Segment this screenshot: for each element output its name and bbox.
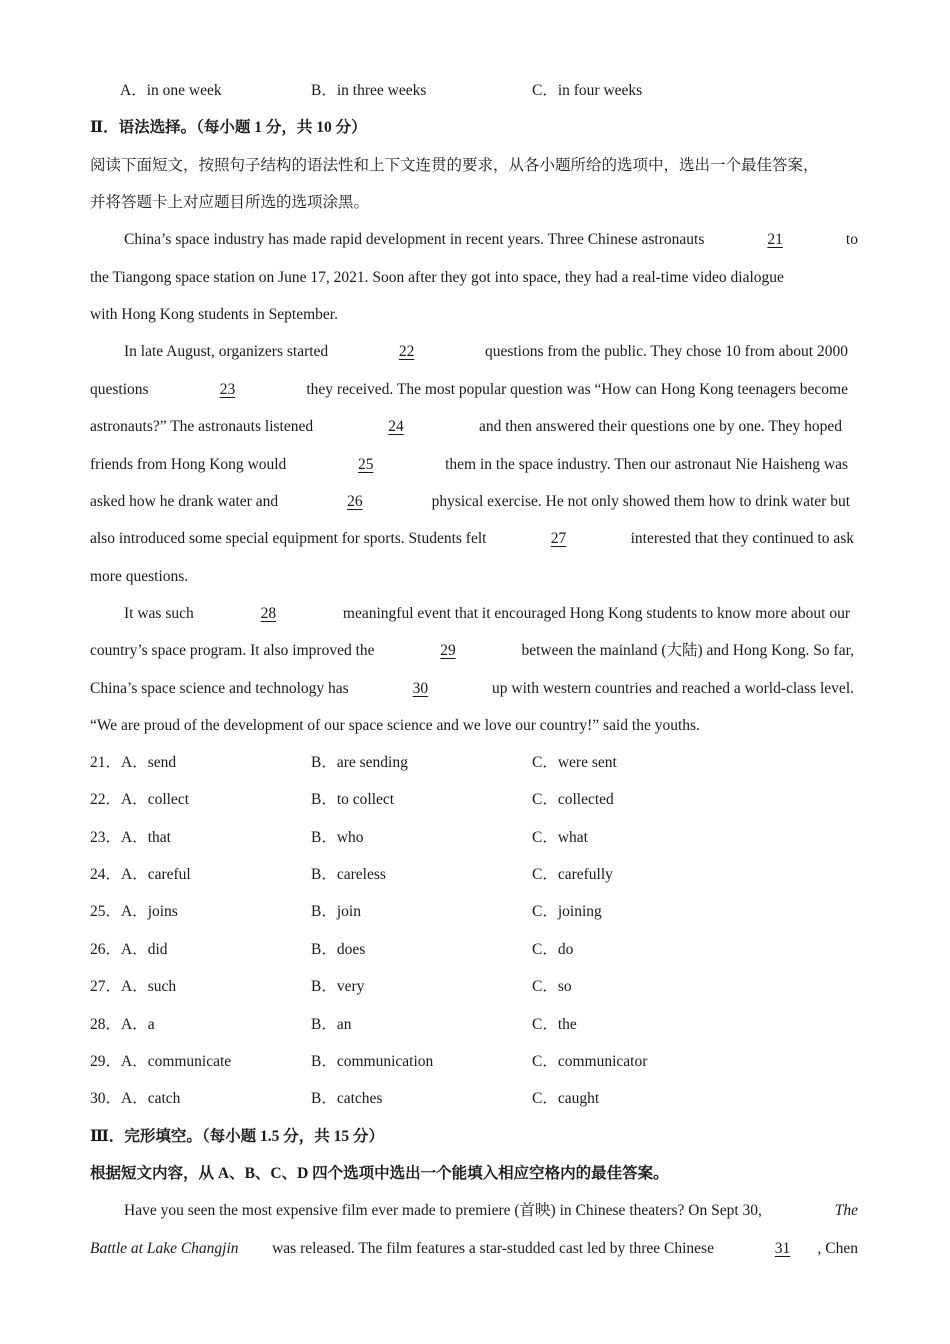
blank-26: 26 bbox=[347, 493, 363, 510]
blank-30: 30 bbox=[412, 680, 429, 697]
question-28-option-a: 28．A．a bbox=[90, 1016, 155, 1033]
passage-text: between the mainland (大陆) and Hong Kong. So far, bbox=[521, 642, 854, 659]
question-21-option-c: C．were sent bbox=[532, 754, 617, 771]
passage-line bbox=[90, 528, 854, 550]
passage-line bbox=[124, 603, 850, 625]
question-21-option-b: B．are sending bbox=[311, 754, 408, 771]
question-22-option-c: C．collected bbox=[532, 791, 614, 808]
film-title-part: The bbox=[834, 1202, 858, 1219]
question-30-option-a: 30．A．catch bbox=[90, 1090, 181, 1107]
blank-22: 22 bbox=[398, 343, 415, 360]
question-26-option-c: C．do bbox=[532, 941, 574, 958]
passage-text: they received. The most popular question was “How can Hong Kong teenagers become bbox=[306, 381, 848, 398]
film-title-part: Battle at Lake Changjin bbox=[90, 1240, 239, 1257]
blank-21: 21 bbox=[767, 231, 783, 248]
section2-title: Ⅱ．语法选择。（每小题 1 分，共 10 分） bbox=[90, 119, 367, 136]
passage-text: Have you seen the most expensive film ever made to premiere (首映) in Chinese theaters? On Sept 30, bbox=[124, 1202, 762, 1219]
question-25-option-a: 25．A．joins bbox=[90, 903, 178, 920]
prev-option-b: B．in three weeks bbox=[311, 82, 427, 99]
question-24-option-b: B．careless bbox=[311, 866, 386, 883]
passage-text: questions bbox=[90, 381, 149, 398]
question-22-option-a: 22．A．collect bbox=[90, 791, 190, 808]
question-26-option-b: B．does bbox=[311, 941, 366, 958]
question-26-option-a: 26．A．did bbox=[90, 941, 168, 958]
passage-text: meaningful event that it encouraged Hong Kong students to know more about our bbox=[342, 605, 850, 622]
passage-line bbox=[90, 1238, 858, 1260]
passage-line bbox=[90, 678, 854, 700]
question-27-option-a: 27．A．such bbox=[90, 978, 177, 995]
passage-text: was released. The film features a star-studded cast led by three Chinese bbox=[272, 1240, 714, 1257]
section2-instruction-1: 阅读下面短文，按照句子结构的语法性和上下文连贯的要求，从各小题所给的选项中，选出一个最佳答案， bbox=[90, 157, 819, 174]
passage-line bbox=[124, 229, 858, 251]
blank-24: 24 bbox=[388, 418, 404, 435]
passage-line bbox=[90, 454, 848, 476]
question-21-option-a: 21．A．send bbox=[90, 754, 177, 771]
blank-23: 23 bbox=[219, 381, 236, 398]
passage-text: friends from Hong Kong would bbox=[90, 456, 287, 473]
passage-text: the Tiangong space station on June 17, 2021. Soon after they got into space, they had a real-time video dialogue bbox=[90, 269, 784, 286]
passage-line bbox=[124, 341, 848, 363]
question-27-option-b: B．very bbox=[311, 978, 365, 995]
passage-text: , Chen bbox=[817, 1240, 858, 1257]
passage-text: country’s space program. It also improved the bbox=[90, 642, 375, 659]
section3-instruction: 根据短文内容，从 A、B、C、D 四个选项中选出一个能填入相应空格内的最佳答案。 bbox=[90, 1165, 669, 1182]
passage-text: interested that they continued to ask bbox=[630, 530, 854, 547]
blank-27: 27 bbox=[550, 530, 567, 547]
passage-text: asked how he drank water and bbox=[90, 493, 279, 510]
question-30-option-b: B．catches bbox=[311, 1090, 383, 1107]
passage-line bbox=[90, 267, 860, 289]
question-25-option-b: B．join bbox=[311, 903, 361, 920]
passage-text: China’s space science and technology has bbox=[90, 680, 349, 697]
question-24-option-c: C．carefully bbox=[532, 866, 613, 883]
passage-text: them in the space industry. Then our astronaut Nie Haisheng was bbox=[445, 456, 848, 473]
question-29-option-a: 29．A．communicate bbox=[90, 1053, 232, 1070]
passage-line bbox=[90, 416, 842, 438]
question-27-option-c: C．so bbox=[532, 978, 572, 995]
passage-text: also introduced some special equipment for sports. Students felt bbox=[90, 530, 487, 547]
passage-text: astronauts?” The astronauts listened bbox=[90, 418, 314, 435]
blank-28: 28 bbox=[260, 605, 277, 622]
blank-29: 29 bbox=[440, 642, 456, 659]
passage-text: In late August, organizers started bbox=[124, 343, 329, 360]
passage-text: and then answered their questions one by one. They hoped bbox=[478, 418, 842, 435]
passage-text: up with western countries and reached a world-class level. bbox=[492, 680, 854, 697]
passage-text: questions from the public. They chose 10 from about 2000 bbox=[484, 343, 848, 360]
passage-line bbox=[90, 491, 850, 513]
passage-text: physical exercise. He not only showed them how to drink water but bbox=[431, 493, 850, 510]
passage-line bbox=[124, 1200, 858, 1222]
question-22-option-b: B．to collect bbox=[311, 791, 395, 808]
section2-instruction-2: 并将答题卡上对应题目所选的选项涂黑。 bbox=[90, 194, 370, 211]
passage-text: to bbox=[845, 231, 858, 248]
question-29-option-c: C．communicator bbox=[532, 1053, 648, 1070]
passage-text: China’s space industry has made rapid development in recent years. Three Chinese astronauts bbox=[124, 231, 705, 248]
blank-25: 25 bbox=[357, 456, 374, 473]
passage-line: “We are proud of the development of our space science and we love our country!” said the youths. bbox=[90, 717, 700, 734]
question-24-option-a: 24．A．careful bbox=[90, 866, 191, 883]
question-28-option-b: B．an bbox=[311, 1016, 352, 1033]
prev-option-c: C．in four weeks bbox=[532, 82, 643, 99]
passage-line: more questions. bbox=[90, 568, 189, 585]
question-28-option-c: C．the bbox=[532, 1016, 577, 1033]
question-29-option-b: B．communication bbox=[311, 1053, 434, 1070]
passage-line: with Hong Kong students in September. bbox=[90, 306, 338, 323]
question-23-option-b: B．who bbox=[311, 829, 364, 846]
question-23-option-a: 23．A．that bbox=[90, 829, 171, 846]
section3-title: Ⅲ．完形填空。（每小题 1.5 分，共 15 分） bbox=[90, 1128, 385, 1145]
question-30-option-c: C．caught bbox=[532, 1090, 600, 1107]
passage-line bbox=[90, 379, 848, 401]
prev-option-a: A．in one week bbox=[120, 82, 222, 99]
passage-text: It was such bbox=[124, 605, 194, 622]
blank-31: 31 bbox=[774, 1240, 791, 1257]
question-25-option-c: C．joining bbox=[532, 903, 602, 920]
question-23-option-c: C．what bbox=[532, 829, 588, 846]
passage-line bbox=[90, 640, 854, 662]
